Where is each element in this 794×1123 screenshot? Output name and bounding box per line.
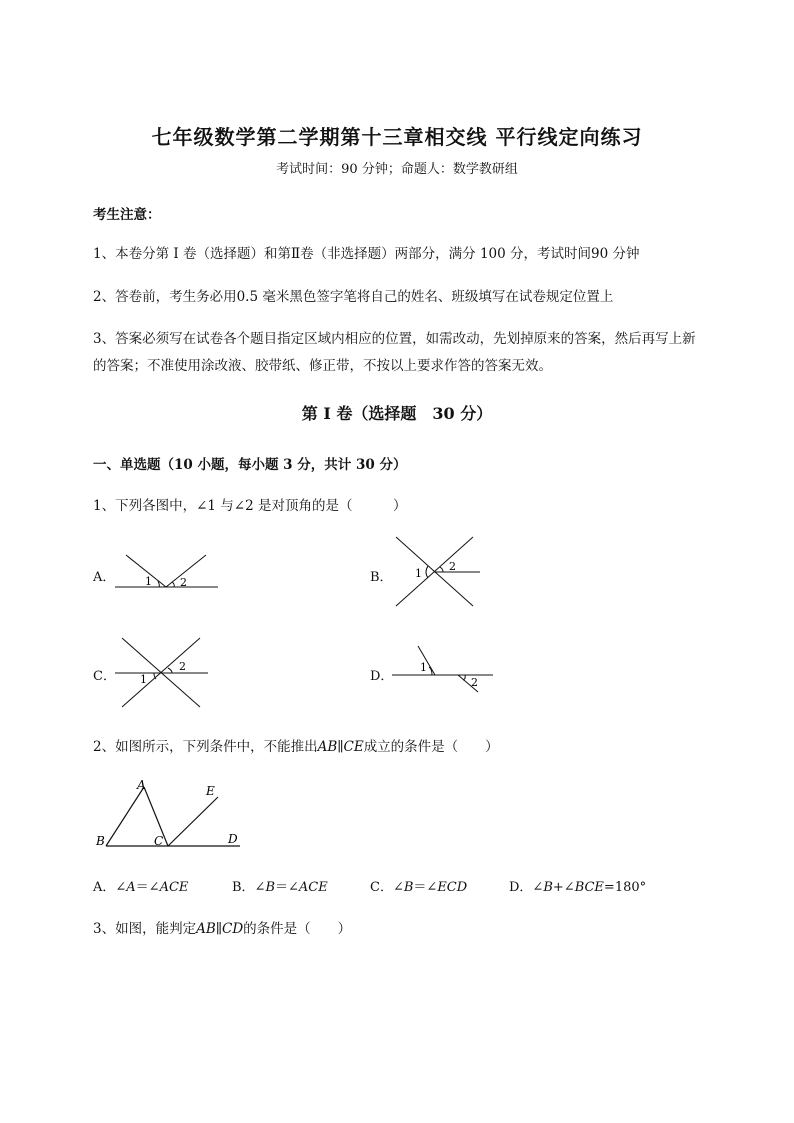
fig-b-arc-2 <box>440 567 443 572</box>
q2-ray-ce <box>168 797 218 846</box>
notice-item-3: 3、答案必须写在试卷各个题目指定区域内相应的位置，如需改动，先划掉原来的答案，然后再写上新 <box>93 331 696 347</box>
q2-figure <box>92 772 252 854</box>
q1-figure-c <box>110 633 215 713</box>
q2-stem-before: 2、如图所示，下列条件中，不能推出 <box>93 739 318 755</box>
notice-item-3-cont: 的答案；不准使用涂改液、胶带纸、修正带，不按以上要求作答的答案无效。 <box>93 358 552 374</box>
q2-stem-math: AB∥CE <box>317 739 364 755</box>
fig-a-arc-2 <box>172 582 174 587</box>
q3-stem-after: 的条件是（ ） <box>243 921 352 937</box>
q1-option-b-label: B． <box>370 570 393 585</box>
q1-option-c-label: C． <box>93 669 116 684</box>
q1-option-a-label: A． <box>93 570 116 585</box>
page-title: 七年级数学第二学期第十三章相交线 平行线定向练习 <box>151 125 643 149</box>
q3-stem <box>93 917 351 937</box>
q2-option-b-mid: ＝∠ <box>275 880 299 895</box>
q2-option-d-suffix: =180° <box>603 880 647 895</box>
q3-stem-before: 3、如图，能判定 <box>93 921 197 937</box>
page-subtitle: 考试时间：90 分钟；命题人：数学教研组 <box>276 162 518 177</box>
q2-option-a-math2: ACE <box>159 880 189 895</box>
q2-option-d-prefix: D．∠ <box>509 880 544 895</box>
notice-item-1: 1、本卷分第 I 卷（选择题）和第Ⅱ卷（非选择题）两部分，满分 100 分，考试时间90 分钟 <box>93 246 640 262</box>
q2-option-a-math: A <box>126 880 136 895</box>
q2-segment-ab <box>106 787 144 846</box>
q2-option-b-math: B <box>265 880 276 895</box>
part-heading: 一、单选题（10 小题，每小题 3 分，共计 30 分） <box>93 457 407 473</box>
q1-figure-d <box>388 640 498 695</box>
q2-option-a-prefix: A．∠ <box>93 880 127 895</box>
fig-d-label-2: 2 <box>471 676 478 689</box>
q2-option-a-mid: ＝∠ <box>135 880 160 895</box>
q2-option-d-mid: +∠ <box>552 880 575 895</box>
fig-c-arc-2 <box>168 668 172 673</box>
q2-option-a <box>93 876 188 895</box>
q2-label-e: E <box>206 784 215 798</box>
fig-d-label-1: 1 <box>420 661 427 674</box>
fig-c-label-1: 1 <box>140 673 147 686</box>
q2-option-d-math2: BCE <box>574 880 604 895</box>
fig-b-arc-1 <box>426 566 428 578</box>
fig-a-label-2: 2 <box>180 576 187 589</box>
q2-label-a: A <box>137 778 146 792</box>
q1-option-d-label: D． <box>370 669 394 684</box>
q2-option-c-math2: ECD <box>437 880 468 895</box>
q2-stem <box>93 735 499 755</box>
q3-stem-math: AB∥CD <box>196 921 244 937</box>
notice-item-2: 2、答卷前，考生务必用0.5 毫米黑色签字笔将自己的姓名、班级填写在试卷规定位置上 <box>93 289 614 305</box>
q2-option-c-math: B <box>403 880 414 895</box>
section-title: 第 I 卷（选择题 30 分） <box>301 404 493 423</box>
q2-stem-after: 成立的条件是（ ） <box>363 739 499 755</box>
notice-heading: 考生注意： <box>93 207 161 223</box>
q1-figure-a <box>110 545 225 600</box>
q2-option-b-math2: ACE <box>298 880 328 895</box>
q2-label-c: C <box>154 834 164 848</box>
q2-label-d: D <box>228 832 238 846</box>
fig-b-label-1: 1 <box>415 567 422 580</box>
q1-stem: 1、下列各图中，∠1 与∠2 是对顶角的是（ ） <box>93 498 407 514</box>
q2-option-d <box>509 876 646 895</box>
q2-option-c-prefix: C．∠ <box>370 880 404 895</box>
q2-option-c <box>370 876 467 895</box>
fig-b-label-2: 2 <box>449 560 456 573</box>
fig-a-label-1: 1 <box>145 575 152 588</box>
q1-figure-b <box>388 532 488 612</box>
q2-option-b-prefix: B．∠ <box>232 880 266 895</box>
q2-option-b <box>232 876 328 895</box>
q2-option-d-math: B <box>543 880 553 895</box>
q2-option-c-mid: ＝∠ <box>413 880 438 895</box>
q2-label-b: B <box>96 834 105 848</box>
fig-c-label-2: 2 <box>179 660 186 673</box>
